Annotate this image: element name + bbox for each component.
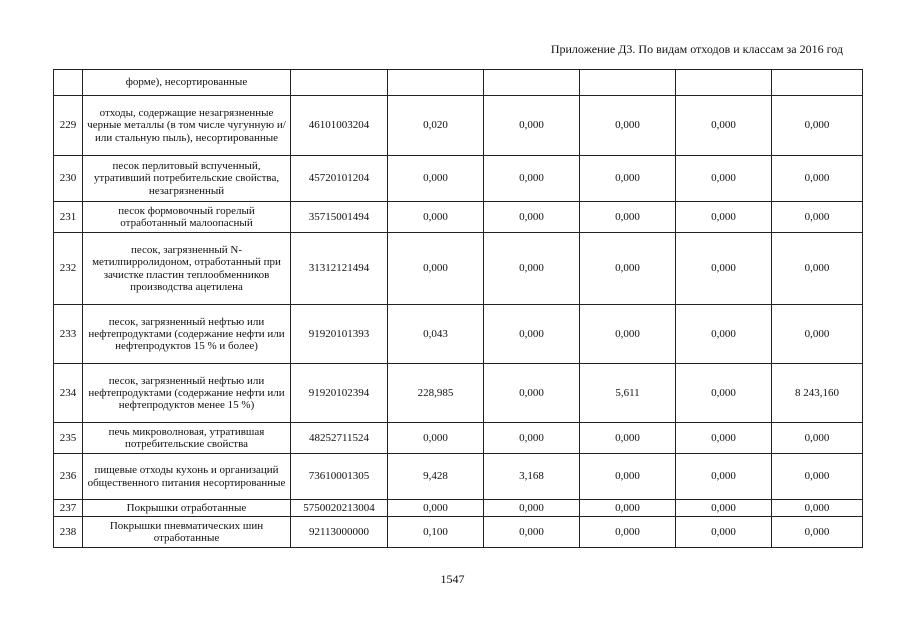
table-row bbox=[54, 70, 863, 96]
table-body bbox=[54, 70, 863, 548]
row-number: 230 bbox=[54, 156, 83, 202]
row-number: 232 bbox=[54, 233, 83, 305]
waste-name: песок, загрязненный N-метилпирролидоном, отработанный при зачистке пластин теплообменников производства ацетилена bbox=[83, 233, 291, 305]
waste-name: песок, загрязненный нефтью или нефтепродуктами (содержание нефти или нефтепродуктов менее 15 %) bbox=[83, 364, 291, 423]
waste-name: форме), несортированные bbox=[83, 70, 291, 96]
value-col-4: 0,000 bbox=[676, 156, 772, 202]
table-row bbox=[54, 364, 863, 423]
row-number: 233 bbox=[54, 305, 83, 364]
fkko-code bbox=[291, 70, 388, 96]
value-col-1: 9,428 bbox=[388, 454, 484, 500]
value-col-2: 0,000 bbox=[484, 233, 580, 305]
fkko-code: 92113000000 bbox=[291, 517, 388, 548]
value-col-3: 0,000 bbox=[580, 500, 676, 517]
value-col-2: 0,000 bbox=[484, 305, 580, 364]
fkko-code: 48252711524 bbox=[291, 423, 388, 454]
value-col-2: 0,000 bbox=[484, 517, 580, 548]
value-col-5: 0,000 bbox=[772, 500, 863, 517]
value-col-5: 0,000 bbox=[772, 517, 863, 548]
value-col-2 bbox=[484, 70, 580, 96]
waste-name: пищевые отходы кухонь и организаций общественного питания несортированные bbox=[83, 454, 291, 500]
row-number: 231 bbox=[54, 202, 83, 233]
value-col-1: 0,000 bbox=[388, 202, 484, 233]
table-row bbox=[54, 202, 863, 233]
fkko-code: 31312121494 bbox=[291, 233, 388, 305]
page-header: Приложение Д3. По видам отходов и классам за 2016 год bbox=[550, 42, 843, 56]
row-number: 237 bbox=[54, 500, 83, 517]
value-col-5: 0,000 bbox=[772, 156, 863, 202]
page-number: 1547 bbox=[440, 572, 465, 586]
value-col-1: 0,000 bbox=[388, 500, 484, 517]
waste-name: печь микроволновая, утратившая потребительские свойства bbox=[83, 423, 291, 454]
value-col-1: 0,000 bbox=[388, 233, 484, 305]
value-col-5: 0,000 bbox=[772, 423, 863, 454]
value-col-2: 3,168 bbox=[484, 454, 580, 500]
value-col-3: 0,000 bbox=[580, 517, 676, 548]
table-row bbox=[54, 96, 863, 156]
value-col-1: 0,000 bbox=[388, 156, 484, 202]
table-row bbox=[54, 517, 863, 548]
value-col-3: 0,000 bbox=[580, 96, 676, 156]
waste-name: Покрышки отработанные bbox=[83, 500, 291, 517]
row-number: 238 bbox=[54, 517, 83, 548]
value-col-3: 0,000 bbox=[580, 156, 676, 202]
waste-table bbox=[53, 69, 863, 548]
waste-name: отходы, содержащие незагрязненные черные металлы (в том числе чугунную и/или стальную пыль), несортированные bbox=[83, 96, 291, 156]
value-col-2: 0,000 bbox=[484, 156, 580, 202]
value-col-1: 0,100 bbox=[388, 517, 484, 548]
value-col-4: 0,000 bbox=[676, 500, 772, 517]
value-col-3: 0,000 bbox=[580, 233, 676, 305]
fkko-code: 45720101204 bbox=[291, 156, 388, 202]
value-col-1 bbox=[388, 70, 484, 96]
value-col-4: 0,000 bbox=[676, 364, 772, 423]
value-col-4: 0,000 bbox=[676, 423, 772, 454]
fkko-code: 5750020213004 bbox=[291, 500, 388, 517]
value-col-4: 0,000 bbox=[676, 202, 772, 233]
table-row bbox=[54, 233, 863, 305]
value-col-2: 0,000 bbox=[484, 423, 580, 454]
value-col-4: 0,000 bbox=[676, 96, 772, 156]
value-col-1: 0,020 bbox=[388, 96, 484, 156]
value-col-5: 0,000 bbox=[772, 305, 863, 364]
waste-name: песок перлитовый вспученный, утративший потребительские свойства, незагрязненный bbox=[83, 156, 291, 202]
value-col-2: 0,000 bbox=[484, 96, 580, 156]
waste-name: песок, загрязненный нефтью или нефтепродуктами (содержание нефти или нефтепродуктов 15 % и более) bbox=[83, 305, 291, 364]
value-col-3 bbox=[580, 70, 676, 96]
value-col-5: 8 243,160 bbox=[772, 364, 863, 423]
row-number: 234 bbox=[54, 364, 83, 423]
row-number: 236 bbox=[54, 454, 83, 500]
waste-name: песок формовочный горелый отработанный малоопасный bbox=[83, 202, 291, 233]
value-col-5 bbox=[772, 70, 863, 96]
fkko-code: 73610001305 bbox=[291, 454, 388, 500]
value-col-1: 0,000 bbox=[388, 423, 484, 454]
value-col-4: 0,000 bbox=[676, 517, 772, 548]
table-row bbox=[54, 305, 863, 364]
value-col-4 bbox=[676, 70, 772, 96]
value-col-5: 0,000 bbox=[772, 454, 863, 500]
value-col-3: 0,000 bbox=[580, 305, 676, 364]
value-col-4: 0,000 bbox=[676, 454, 772, 500]
value-col-2: 0,000 bbox=[484, 202, 580, 233]
value-col-1: 0,043 bbox=[388, 305, 484, 364]
value-col-2: 0,000 bbox=[484, 500, 580, 517]
value-col-4: 0,000 bbox=[676, 233, 772, 305]
value-col-3: 0,000 bbox=[580, 202, 676, 233]
table-row bbox=[54, 423, 863, 454]
row-number: 229 bbox=[54, 96, 83, 156]
value-col-3: 5,611 bbox=[580, 364, 676, 423]
table-row bbox=[54, 500, 863, 517]
fkko-code: 46101003204 bbox=[291, 96, 388, 156]
fkko-code: 91920101393 bbox=[291, 305, 388, 364]
value-col-5: 0,000 bbox=[772, 96, 863, 156]
value-col-5: 0,000 bbox=[772, 233, 863, 305]
value-col-4: 0,000 bbox=[676, 305, 772, 364]
row-number bbox=[54, 70, 83, 96]
fkko-code: 91920102394 bbox=[291, 364, 388, 423]
value-col-5: 0,000 bbox=[772, 202, 863, 233]
value-col-3: 0,000 bbox=[580, 423, 676, 454]
waste-name: Покрышки пневматических шин отработанные bbox=[83, 517, 291, 548]
value-col-1: 228,985 bbox=[388, 364, 484, 423]
value-col-2: 0,000 bbox=[484, 364, 580, 423]
fkko-code: 35715001494 bbox=[291, 202, 388, 233]
table-row bbox=[54, 156, 863, 202]
table-row bbox=[54, 454, 863, 500]
value-col-3: 0,000 bbox=[580, 454, 676, 500]
row-number: 235 bbox=[54, 423, 83, 454]
